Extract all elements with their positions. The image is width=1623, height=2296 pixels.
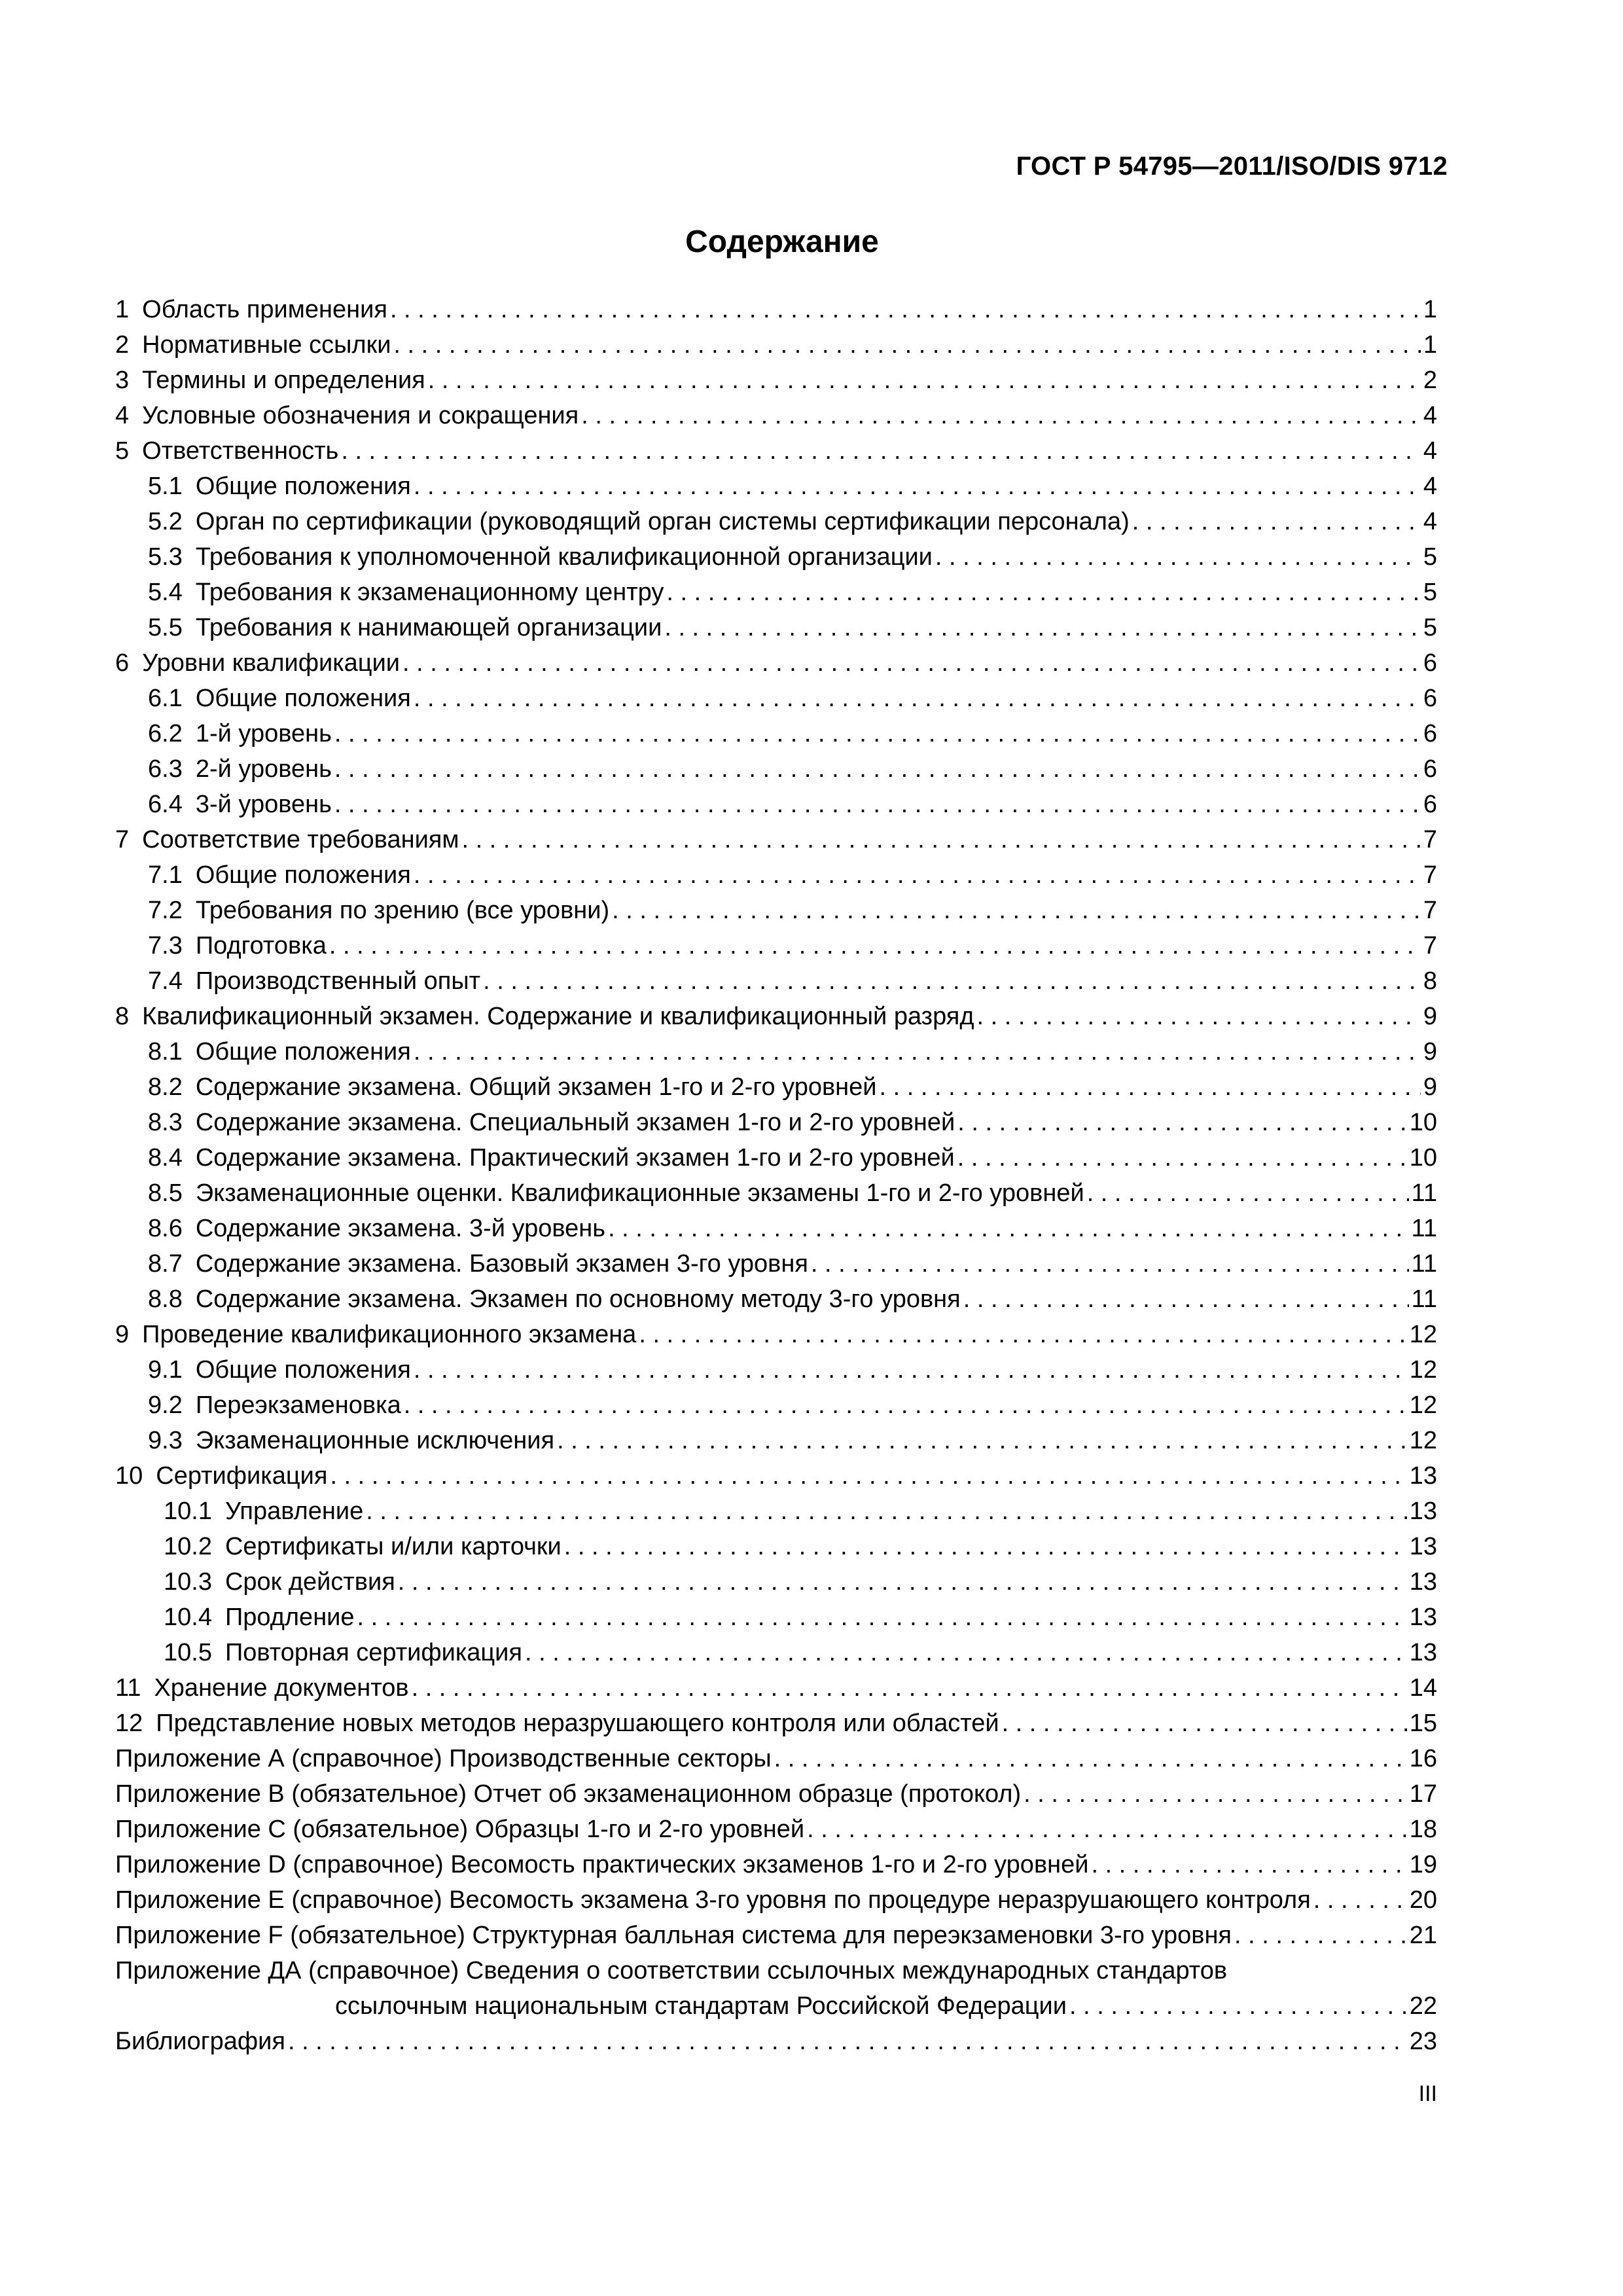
toc-entry-page: 5 <box>1423 579 1437 606</box>
dot-leader <box>412 1670 1407 1706</box>
toc-entry-page: 9 <box>1423 1003 1437 1030</box>
toc-entry-page: 4 <box>1423 402 1437 429</box>
toc-entry-page: 17 <box>1409 1780 1437 1808</box>
toc-entry-page: 4 <box>1423 473 1437 500</box>
toc-entry-title: 3-й уровень <box>195 791 332 818</box>
toc-entry-page: 7 <box>1423 932 1437 960</box>
toc-entry-title: Общие положения <box>195 473 411 500</box>
toc-entry-number: 1 <box>115 296 130 323</box>
toc-entry[interactable] <box>115 1175 1437 1211</box>
dot-leader <box>393 327 1420 363</box>
toc-entry-page: 2 <box>1423 367 1437 394</box>
toc-entry-number: 10.4 <box>164 1604 212 1631</box>
dot-leader <box>564 1529 1407 1564</box>
toc-entry-number: 9.3 <box>148 1427 183 1454</box>
dot-leader <box>462 822 1421 857</box>
toc-entry-page: 22 <box>1409 1992 1437 2020</box>
toc-entry-title: Требования по зрению (все уровни) <box>195 897 610 924</box>
toc-entry-title: Содержание экзамена. Базовый экзамен 3-го уровня <box>195 1250 808 1278</box>
dot-leader <box>963 1282 1409 1317</box>
toc-entry-page: 9 <box>1423 1073 1437 1101</box>
toc-entry-title: Приложение Е (справочное) Весомость экзамена 3-го уровня по процедуре неразрушающего контроля <box>115 1886 1311 1914</box>
toc-entry[interactable] <box>115 1352 1437 1388</box>
dot-leader <box>414 1352 1407 1388</box>
toc-entry-page: 13 <box>1409 1568 1437 1596</box>
dot-leader <box>1132 504 1421 539</box>
toc-entry-title: Производственный опыт <box>195 967 481 995</box>
toc-entry[interactable] <box>115 751 1437 787</box>
toc-entry-number: 5.1 <box>148 473 183 500</box>
toc-entry[interactable] <box>115 999 1437 1034</box>
toc-entry[interactable] <box>115 504 1437 539</box>
toc-entry-title: Представление новых методов неразрушающего контроля или областей <box>156 1710 999 1737</box>
toc-entry-page: 19 <box>1409 1851 1437 1878</box>
toc-entry-number: 5.4 <box>148 579 183 606</box>
toc-entry-number: 10.2 <box>164 1533 212 1560</box>
toc-entry-title: Приложение С (обязательное) Образцы 1-го и 2-го уровней <box>115 1816 805 1843</box>
toc-entry-page: 13 <box>1409 1498 1437 1525</box>
toc-entry[interactable] <box>115 469 1437 504</box>
toc-entry-title: Требования к уполномоченной квалификационной организации <box>195 543 933 571</box>
dot-leader <box>366 1494 1407 1529</box>
toc-entry-number: 2 <box>115 331 130 359</box>
toc-entry-title: Общие положения <box>195 1356 411 1384</box>
toc-entry[interactable] <box>115 1741 1437 1776</box>
toc-entry[interactable] <box>115 1529 1437 1564</box>
toc-entry[interactable] <box>115 327 1437 363</box>
dot-leader <box>1069 1988 1407 2024</box>
page-number: III <box>1418 2081 1437 2106</box>
toc-entry-title: Уровни квалификации <box>142 649 401 677</box>
toc-entry-page: 13 <box>1409 1533 1437 1560</box>
toc-entry-title: Содержание экзамена. Экзамен по основному методу 3-го уровня <box>195 1285 961 1313</box>
toc-entry[interactable] <box>115 1069 1437 1105</box>
toc-entry[interactable] <box>115 893 1437 928</box>
dot-leader <box>935 539 1421 575</box>
toc-entry-number: 9 <box>115 1321 130 1348</box>
dot-leader <box>330 1458 1406 1494</box>
toc-entry-title: Содержание экзамена. Практический экзамен 1-го и 2-го уровней <box>195 1144 955 1172</box>
toc-entry-number: 8.8 <box>148 1285 183 1313</box>
toc-entry-number: 8.2 <box>148 1073 183 1101</box>
toc-entry[interactable] <box>115 1635 1437 1670</box>
toc-entry[interactable] <box>115 1140 1437 1175</box>
toc-entry-number: 7.3 <box>148 932 183 960</box>
toc-entry-number: 6.2 <box>148 720 183 747</box>
toc-entry-number: 11 <box>115 1674 141 1702</box>
toc-entry-multiline[interactable] <box>115 1953 1437 2024</box>
toc-entry[interactable] <box>115 1882 1437 1918</box>
toc-entry-title: Приложение D (справочное) Весомость практических экзаменов 1-го и 2-го уровней <box>115 1851 1089 1878</box>
toc-entry[interactable] <box>115 1564 1437 1600</box>
dot-leader <box>880 1069 1421 1105</box>
toc-entry-title: Приложение F (обязательное) Структурная балльная система для переэкзаменовки 3-го уровня <box>115 1922 1232 1949</box>
toc-entry-bibliography[interactable] <box>115 2024 1437 2059</box>
toc-entry[interactable] <box>115 575 1437 610</box>
toc-entry[interactable] <box>115 681 1437 716</box>
toc-entry-title: Соответствие требованиям <box>142 826 459 853</box>
toc-entry-page: 12 <box>1409 1391 1437 1419</box>
toc-entry-page: 4 <box>1423 508 1437 535</box>
dot-leader <box>288 2024 1407 2059</box>
toc-entry-title: Повторная сертификация <box>224 1639 522 1666</box>
toc-entry-page: 21 <box>1409 1922 1437 1949</box>
toc-entry-number: 6.1 <box>148 685 183 712</box>
toc-entry-title: Требования к нанимающей организации <box>195 614 662 641</box>
dot-leader <box>334 716 1421 751</box>
toc-entry-title: Приложение А (справочное) Производственные секторы <box>115 1745 772 1772</box>
toc-entry-number: 8.5 <box>148 1179 183 1207</box>
toc-entry[interactable] <box>115 398 1437 433</box>
toc-entry-page: 11 <box>1411 1250 1437 1278</box>
toc-entry-title: Термины и определения <box>142 367 425 394</box>
toc-entry-number: 8.1 <box>148 1038 183 1066</box>
toc-entry[interactable] <box>115 1812 1437 1847</box>
toc-entry-page: 6 <box>1423 755 1437 783</box>
toc-entry-page: 8 <box>1423 967 1437 995</box>
toc-entry-page: 18 <box>1409 1816 1437 1843</box>
toc-entry-title: Орган по сертификации (руководящий орган системы сертификации персонала) <box>195 508 1130 535</box>
document-code: ГОСТ Р 54795—2011/ISO/DIS 9712 <box>1016 152 1448 181</box>
toc-entry-page: 11 <box>1411 1215 1437 1242</box>
dot-leader <box>977 999 1421 1034</box>
toc-entry-number: 5 <box>115 437 130 465</box>
toc-entry-title: 2-й уровень <box>195 755 332 783</box>
toc-entry-number: 9.2 <box>148 1391 183 1419</box>
toc-entry-page: 11 <box>1411 1285 1437 1313</box>
toc-entry-number: 6 <box>115 649 130 677</box>
dot-leader <box>483 963 1421 999</box>
toc-entry-page: 9 <box>1423 1038 1437 1066</box>
toc-entry-page: 20 <box>1409 1886 1437 1914</box>
dot-leader <box>525 1635 1407 1670</box>
toc-entry[interactable] <box>115 1246 1437 1282</box>
toc-entry[interactable] <box>115 1670 1437 1706</box>
toc-entry-page: 12 <box>1409 1427 1437 1454</box>
toc-entry-title: Содержание экзамена. 3-й уровень <box>195 1215 606 1242</box>
toc-entry-number: 5.3 <box>148 543 183 571</box>
toc-entry[interactable] <box>115 1600 1437 1635</box>
dot-leader <box>557 1423 1407 1458</box>
dot-leader <box>1024 1776 1407 1812</box>
toc-entry-number: 5.5 <box>148 614 183 641</box>
toc-entry-number: 7.2 <box>148 897 183 924</box>
toc-entry-page: 16 <box>1409 1745 1437 1772</box>
dot-leader <box>334 787 1421 822</box>
dot-leader <box>807 1812 1407 1847</box>
toc-entry[interactable] <box>115 1317 1437 1352</box>
dot-leader <box>612 893 1421 928</box>
toc-entry-number: 8.4 <box>148 1144 183 1172</box>
toc-entry-page: 6 <box>1423 649 1437 677</box>
toc-entry[interactable] <box>115 1211 1437 1246</box>
toc-entry-title: Нормативные ссылки <box>142 331 391 359</box>
toc-entry-number: 9.1 <box>148 1356 183 1384</box>
page-title: Содержание <box>685 224 879 259</box>
toc-entry[interactable] <box>115 822 1437 857</box>
toc-entry[interactable] <box>115 1388 1437 1423</box>
toc-entry-page: 1 <box>1423 296 1437 323</box>
toc-entry-page: 6 <box>1423 720 1437 747</box>
toc-entry[interactable] <box>115 539 1437 575</box>
toc-entry-title: Экзаменационные оценки. Квалификационные экзамены 1-го и 2-го уровней <box>195 1179 1084 1207</box>
dot-leader <box>811 1246 1409 1282</box>
toc-entry-title-line1: Приложение ДА (справочное) Сведения о соответствии ссылочных международных стандартов <box>115 1957 1228 1984</box>
dot-leader <box>957 1140 1407 1175</box>
toc-entry-page: 14 <box>1409 1674 1437 1702</box>
toc-entry-page: 15 <box>1409 1710 1437 1737</box>
dot-leader <box>1313 1882 1407 1918</box>
toc-entry-title: Общие положения <box>195 685 411 712</box>
toc-entry[interactable] <box>115 1034 1437 1069</box>
dot-leader <box>390 292 1421 327</box>
toc-entry-title: Продление <box>224 1604 355 1631</box>
toc-entry-continuation <box>115 1988 1437 2024</box>
dot-leader <box>639 1317 1406 1352</box>
dot-leader <box>341 433 1421 469</box>
toc-entry-title: Условные обозначения и сокращения <box>142 402 579 429</box>
dot-leader <box>1087 1175 1409 1211</box>
toc-entry-number: 7 <box>115 826 130 853</box>
toc-entry-page: 6 <box>1423 685 1437 712</box>
dot-leader <box>957 1105 1406 1140</box>
toc-entry[interactable] <box>115 928 1437 963</box>
dot-leader <box>664 610 1421 645</box>
toc-entry[interactable] <box>115 963 1437 999</box>
toc-entry-title: Библиография <box>115 2028 285 2055</box>
toc-entry-number: 4 <box>115 402 130 429</box>
toc-entry-page: 7 <box>1423 897 1437 924</box>
table-of-contents <box>115 292 1437 2059</box>
dot-leader <box>398 1564 1407 1600</box>
toc-entry-number: 6.3 <box>148 755 183 783</box>
toc-entry-number: 5.2 <box>148 508 183 535</box>
toc-entry-title: Ответственность <box>142 437 339 465</box>
dot-leader <box>414 681 1421 716</box>
toc-entry-title: Приложение В (обязательное) Отчет об экзаменационном образце (протокол) <box>115 1780 1022 1808</box>
toc-entry-title: Переэкзаменовка <box>195 1391 401 1419</box>
toc-entry-page: 6 <box>1423 791 1437 818</box>
toc-entry-page: 5 <box>1423 614 1437 641</box>
toc-entry-number: 10.1 <box>164 1498 212 1525</box>
toc-entry-page: 13 <box>1409 1604 1437 1631</box>
toc-entry-number: 6.4 <box>148 791 183 818</box>
toc-entry[interactable] <box>115 1105 1437 1140</box>
toc-entry-number: 8.7 <box>148 1250 183 1278</box>
toc-entry-page: 1 <box>1423 331 1437 359</box>
toc-entry-page: 10 <box>1409 1109 1437 1136</box>
toc-entry-page: 10 <box>1409 1144 1437 1172</box>
dot-leader <box>402 645 1421 681</box>
toc-entry-number: 10.5 <box>164 1639 212 1666</box>
toc-entry[interactable] <box>115 1847 1437 1882</box>
toc-entry-number: 7.1 <box>148 861 183 889</box>
toc-entry-title: 1-й уровень <box>195 720 332 747</box>
toc-entry[interactable] <box>115 1494 1437 1529</box>
dot-leader <box>414 469 1421 504</box>
toc-entry-number: 8.6 <box>148 1215 183 1242</box>
toc-entry-number: 3 <box>115 367 130 394</box>
dot-leader <box>428 363 1421 398</box>
toc-entry[interactable] <box>115 1423 1437 1458</box>
toc-entry[interactable] <box>115 1918 1437 1953</box>
toc-entry-page: 23 <box>1409 2028 1437 2055</box>
toc-entry-page: 7 <box>1423 826 1437 853</box>
toc-entry-page: 11 <box>1411 1179 1437 1207</box>
toc-entry-title: Содержание экзамена. Специальный экзамен 1-го и 2-го уровней <box>195 1109 955 1136</box>
toc-entry[interactable] <box>115 610 1437 645</box>
dot-leader <box>1002 1706 1407 1741</box>
toc-entry[interactable] <box>115 1706 1437 1741</box>
toc-entry-title: Сертификаты и/или карточки <box>224 1533 562 1560</box>
toc-entry-title: Содержание экзамена. Общий экзамен 1-го и 2-го уровней <box>195 1073 877 1101</box>
toc-entry-number: 10.3 <box>164 1568 212 1596</box>
dot-leader <box>666 575 1421 610</box>
toc-entry-page: 13 <box>1409 1462 1437 1490</box>
dot-leader <box>581 398 1421 433</box>
dot-leader <box>1091 1847 1406 1882</box>
toc-entry[interactable] <box>115 1776 1437 1812</box>
toc-entry-title: Подготовка <box>195 932 327 960</box>
dot-leader <box>774 1741 1407 1776</box>
toc-entry[interactable] <box>115 1458 1437 1494</box>
dot-leader <box>414 857 1421 893</box>
toc-entry-page: 12 <box>1409 1356 1437 1384</box>
toc-entry[interactable] <box>115 292 1437 327</box>
toc-entry[interactable] <box>115 1282 1437 1317</box>
toc-entry-page: 12 <box>1409 1321 1437 1348</box>
dot-leader <box>404 1388 1407 1423</box>
toc-entry-title: Срок действия <box>224 1568 395 1596</box>
toc-entry-number: 10 <box>115 1462 143 1490</box>
toc-entry-page: 13 <box>1409 1639 1437 1666</box>
toc-entry-title: Управление <box>224 1498 364 1525</box>
dot-leader <box>334 751 1421 787</box>
toc-entry[interactable] <box>115 363 1437 398</box>
toc-entry[interactable] <box>115 787 1437 822</box>
toc-entry-title: Общие положения <box>195 861 411 889</box>
toc-entry-title: Хранение документов <box>154 1674 409 1702</box>
toc-entry-number: 8.3 <box>148 1109 183 1136</box>
toc-entry-title-line2: ссылочным национальным стандартам Российской Федерации <box>335 1992 1067 2020</box>
toc-entry[interactable] <box>115 716 1437 751</box>
toc-entry[interactable] <box>115 433 1437 469</box>
dot-leader <box>329 928 1421 963</box>
toc-entry-number: 7.4 <box>148 967 183 995</box>
toc-entry-title: Проведение квалификационного экзамена <box>142 1321 637 1348</box>
toc-entry[interactable] <box>115 645 1437 681</box>
toc-entry-title: Экзаменационные исключения <box>195 1427 555 1454</box>
toc-entry-page: 7 <box>1423 861 1437 889</box>
dot-leader <box>608 1211 1408 1246</box>
toc-entry-title: Сертификация <box>156 1462 328 1490</box>
toc-entry-title: Область применения <box>142 296 387 323</box>
toc-entry-title: Квалификационный экзамен. Содержание и квалификационный разряд <box>142 1003 974 1030</box>
toc-entry-number: 12 <box>115 1710 143 1737</box>
dot-leader <box>414 1034 1421 1069</box>
toc-entry[interactable] <box>115 857 1437 893</box>
toc-entry-page: 5 <box>1423 543 1437 571</box>
dot-leader <box>1234 1918 1407 1953</box>
toc-entry-title: Общие положения <box>195 1038 411 1066</box>
dot-leader <box>357 1600 1407 1635</box>
toc-entry-title: Требования к экзаменационному центру <box>195 579 664 606</box>
toc-entry-number: 8 <box>115 1003 130 1030</box>
toc-entry-page: 4 <box>1423 437 1437 465</box>
